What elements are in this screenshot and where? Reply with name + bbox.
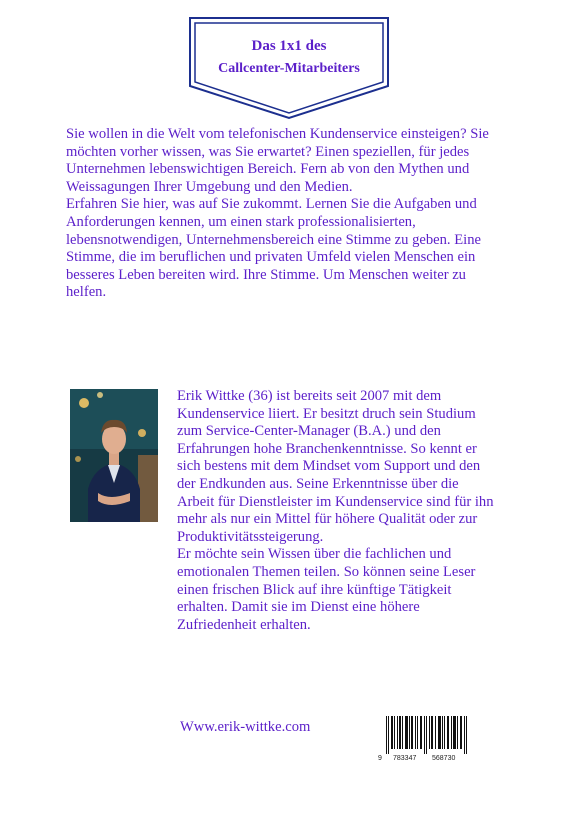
title-banner — [188, 16, 390, 120]
book-blurb — [66, 126, 506, 302]
author-photo — [70, 389, 158, 522]
isbn-left-group: 783347 — [393, 755, 417, 762]
blurb-paragraph: Sie wollen in die Welt vom telefonischen Kundenservice einsteigen? Sie möchten vorher wissen, was Sie erwartet? Einen speziellen, für jedes Unternehmen lebenswichtigen Bereich. Fern ab von den Mythen und Weissagungen Ihrer Umgebung und den Medien. — [66, 126, 489, 195]
website-link[interactable]: Www.erik-wittke.com — [180, 719, 311, 735]
isbn-barcode — [378, 716, 478, 764]
isbn-right-group: 568730 — [432, 755, 456, 762]
isbn-first-digit: 9 — [378, 755, 382, 762]
barcode-bars — [378, 716, 478, 754]
bio-paragraph: Erik Wittke (36) ist bereits seit 2007 mit dem Kundenservice liiert. Er besitzt druch sein Studium zum Service-Center-Manager (B.A.) und den Erfahrungen hohe Branchenkenntnisse. So kennt er sich bestens mit dem Mindset vom Support und den der Endkunden aus. Seine Erkenntnisse über die Arbeit für Dienstleister im Kundenservice sind für ihn mehr als nur ein Mittel für höhere Qualität oder zur Produktivitätssteigerung. — [177, 388, 494, 545]
blurb-paragraph: Erfahren Sie hier, was auf Sie zukommt. Lernen Sie die Aufgaben und Anforderungen kennen, um einen stark professionalisierten, lebensnotwendigen, Unternehmensbereich eine Stimme zu geben. Eine Stimme, die im beruflichen und privaten Umfeld vielen Menschen ein besseres Leben bereiten wird. Ihre Stimme. Um Menschen weiter zu helfen. — [66, 196, 481, 301]
book-title-line1: Das 1x1 des — [251, 38, 327, 54]
book-title-line2: Callcenter-Mitarbeiters — [218, 61, 360, 76]
bio-paragraph: Er möchte sein Wissen über die fachlichen und emotionalen Themen teilen. So können seine Leser einen frischen Blick auf ihre künftige Tätigkeit erhalten. Damit sie im Dienst eine höhere Zufriedenheit erhalten. — [177, 546, 476, 633]
author-bio — [177, 388, 497, 634]
